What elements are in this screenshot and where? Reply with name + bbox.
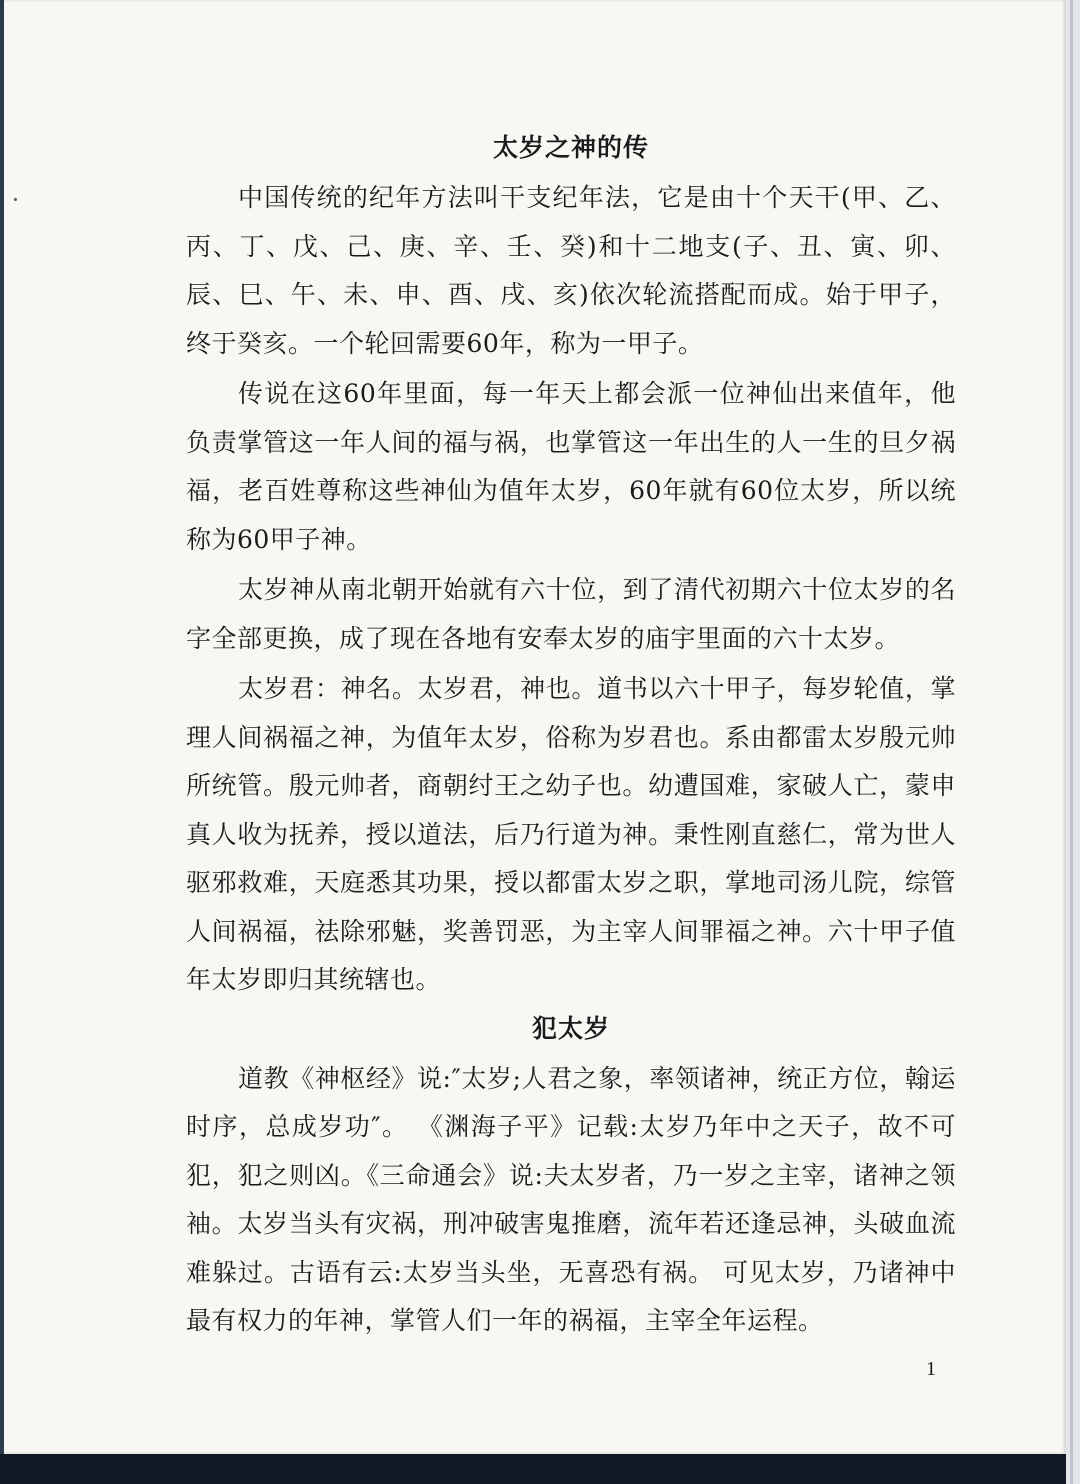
- section-title-fan-taisui: 犯太岁: [531, 1013, 610, 1043]
- paragraph-history: 太岁神从南北朝开始就有六十位，到了清代初期六十位太岁的名字全部更换，成了现在各地有安奉太岁的庙宇里面的六十太岁。: [186, 575, 956, 653]
- scan-bottom-border: [0, 1454, 1066, 1484]
- scan-speck: [14, 198, 17, 201]
- page-number: 1: [926, 1358, 936, 1380]
- paragraph-fan-taisui: 道教《神枢经》说:″太岁;人君之象，率领诸神，统正方位，翰运时序，总成岁功″。 《渊海子平》记载:太岁乃年中之天子，故不可犯，犯之则凶。《三命通会》说:夫太岁者，乃一岁之主宰，诸神之领袖。太岁当头有灾祸，刑冲破害鬼推磨，流年若还逢忌神，头破血流难躲过。古语有云:太岁当头坐，无喜恐有祸。 可见太岁，乃诸神中最有权力的年神，掌管人们一年的祸福，主宰全年运程。: [186, 1063, 956, 1335]
- document-body: [186, 128, 956, 1348]
- page-edge: [1066, 0, 1080, 1484]
- section-title-taisui-legend: 太岁之神的传: [492, 133, 649, 162]
- paragraph-legend: 传说在这60年里面，每一年天上都会派一位神仙出来值年，他负责掌管这一年人间的福与祸，也掌管这一年出生的人一生的旦夕祸福，老百姓尊称这些神仙为值年太岁，60年就有60位太岁，所以统称为60甲子神。: [186, 379, 956, 554]
- page-edge-line: [1070, 0, 1073, 1484]
- paragraph-taisui-jun: 太岁君：神名。太岁君，神也。道书以六十甲子，每岁轮值，掌理人间祸福之神，为值年太岁，俗称为岁君也。系由都雷太岁殷元帅所统管。殷元帅者，商朝纣王之幼子也。幼遭国难，家破人亡，蒙申真人收为抚养，授以道法，后乃行道为神。秉性刚直慈仁，常为世人驱邪救难，天庭悉其功果，授以都雷太岁之职，掌地司汤儿院，综管人间祸福，祛除邪魅，奖善罚恶，为主宰人间罪福之神。六十甲子值年太岁即归其统辖也。: [186, 674, 956, 994]
- paragraph-ganzhi: 中国传统的纪年方法叫干支纪年法，它是由十个天干(甲、乙、丙、丁、戊、己、庚、辛、壬、癸)和十二地支(子、丑、寅、卯、辰、巳、午、未、申、酉、戌、亥)依次轮流搭配而成。始于甲子，终于癸亥。一个轮回需要60年，称为一甲子。: [186, 183, 956, 358]
